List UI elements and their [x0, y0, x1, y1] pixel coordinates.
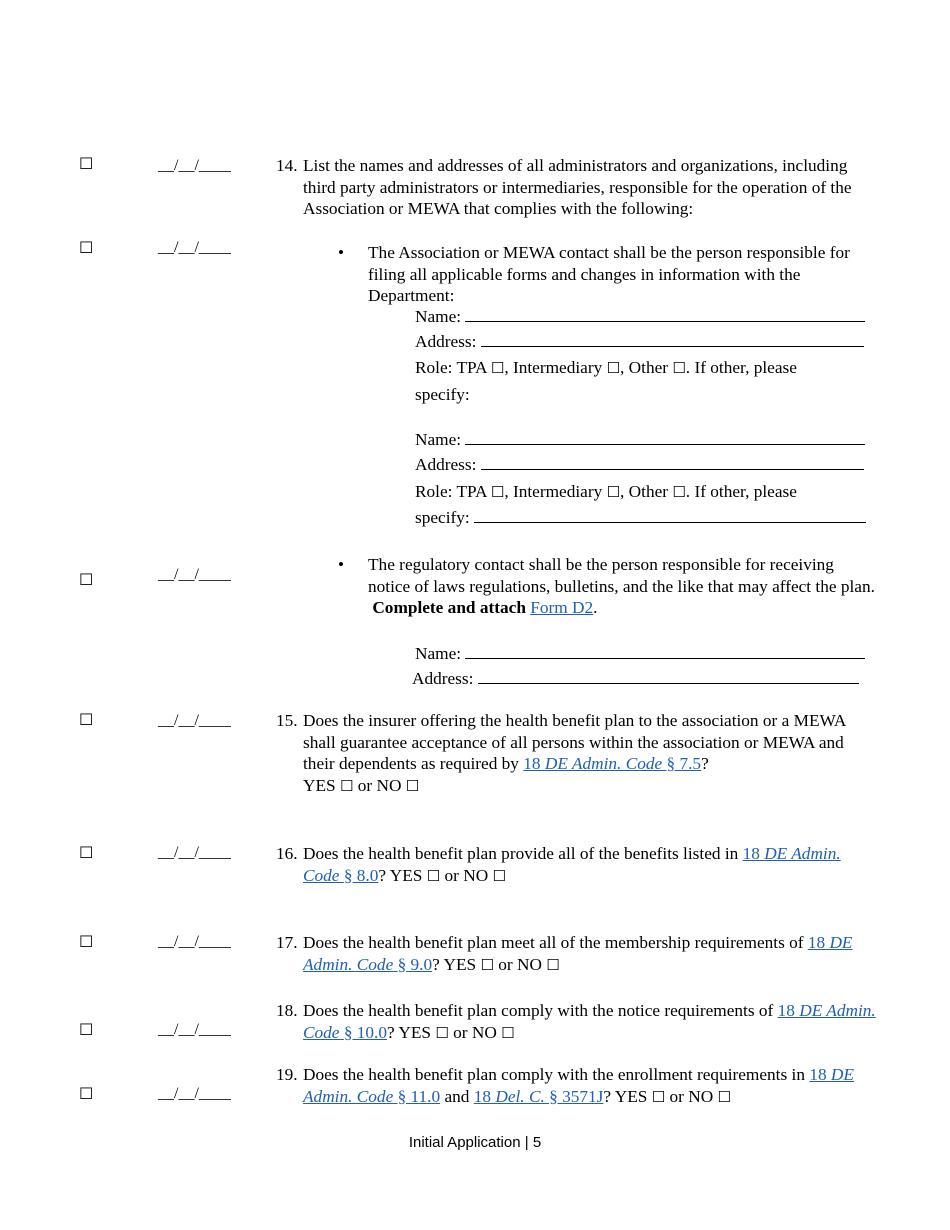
bullet-icon: • — [338, 555, 345, 574]
item-text: List the names and addresses of all administrators and organizations, including third party administrators or intermediaries, responsible for the operation of the Association or MEWA that complies with the following: — [303, 156, 852, 218]
address-field-3[interactable] — [412, 668, 877, 690]
yes-checkbox[interactable]: ☐ — [651, 1087, 666, 1106]
item-16-checkbox[interactable]: ☐ — [79, 843, 94, 862]
no-checkbox[interactable]: ☐ — [501, 1023, 515, 1042]
bullet-text: The regulatory contact shall be the person responsible for receiving notice of laws regulations, bulletins, and the like that may affect the plan. Complete and attach Form D2. — [368, 555, 875, 617]
other-checkbox[interactable]: ☐ — [672, 359, 686, 377]
name-label: Name: — [415, 307, 462, 326]
yes-checkbox[interactable]: ☐ — [426, 866, 441, 885]
name-label: Name: — [415, 644, 462, 663]
other-checkbox[interactable]: ☐ — [672, 483, 686, 501]
item-18-checkbox[interactable]: ☐ — [79, 1020, 94, 1039]
page-footer: Initial Application | 5 — [408, 1134, 542, 1151]
bullet-2 — [338, 554, 878, 619]
item-16-date[interactable]: __/__/____ — [158, 844, 231, 861]
code-7-5-link[interactable]: 18 DE Admin. Code § 7.5 — [523, 754, 702, 773]
no-checkbox[interactable]: ☐ — [405, 776, 420, 795]
bullet-text: The Association or MEWA contact shall be the person responsible for filing all applicable forms and changes in information with the Department: — [368, 243, 850, 305]
name-field-3[interactable] — [415, 643, 880, 665]
code-8-0-link[interactable]: 18 DE Admin. Code § 8.0 — [303, 844, 841, 885]
name-field-2[interactable] — [415, 429, 880, 451]
address-label: Address: — [412, 669, 474, 688]
item-18-date[interactable]: __/__/____ — [158, 1021, 231, 1038]
intermediary-checkbox[interactable]: ☐ — [606, 359, 621, 377]
item-text: Does the health benefit plan meet all of the membership requirements of 18 DE Admin. Code § 9.0? YES ☐ or NO ☐ — [303, 933, 853, 974]
no-checkbox[interactable]: ☐ — [546, 955, 560, 974]
name-field-1[interactable] — [415, 306, 880, 328]
tpa-checkbox[interactable]: ☐ — [490, 483, 505, 501]
item-18 — [276, 1000, 876, 1044]
item-19-date[interactable]: __/__/____ — [158, 1085, 231, 1102]
item-number: 15. — [276, 711, 298, 730]
tpa-checkbox[interactable]: ☐ — [490, 359, 505, 377]
item-number: 17. — [276, 933, 298, 952]
item-19 — [276, 1064, 876, 1108]
bullet-1-date[interactable]: __/__/____ — [158, 239, 231, 256]
item-text: Does the health benefit plan comply with the enrollment requirements in 18 DE Admin. Code § 11.0 and 18 Del. C. § 3571J? YES ☐ or NO ☐ — [303, 1065, 854, 1106]
footer-label: Initial Application — [408, 1134, 521, 1151]
address-label: Address: — [415, 332, 477, 351]
bullet-1 — [338, 242, 878, 307]
item-text: Does the health benefit plan provide all of the benefits listed in 18 DE Admin. Code § 8.0? YES ☐ or NO ☐ — [303, 844, 841, 885]
yes-checkbox[interactable]: ☐ — [339, 776, 354, 795]
item-15 — [276, 710, 876, 797]
item-text: Does the insurer offering the health benefit plan to the association or a MEWA shall guarantee acceptance of all persons within the association or MEWA and their dependents as required by 18 DE Admin. Code § 7.5? YES ☐ or NO ☐ — [303, 711, 846, 795]
code-11-0-link[interactable]: 18 DE Admin. Code § 11.0 — [303, 1065, 854, 1106]
specify-field-2[interactable] — [415, 507, 880, 529]
no-checkbox[interactable]: ☐ — [717, 1087, 731, 1106]
item-16 — [276, 843, 876, 887]
item-15-checkbox[interactable]: ☐ — [79, 710, 94, 729]
item-19-checkbox[interactable]: ☐ — [79, 1084, 94, 1103]
item-17 — [276, 932, 876, 976]
address-label: Address: — [415, 455, 477, 474]
address-field-2[interactable] — [415, 454, 880, 476]
code-10-0-link[interactable]: 18 DE Admin. Code § 10.0 — [303, 1001, 876, 1042]
specify-label: specify: — [415, 385, 470, 404]
role-field-1: Role: TPA ☐, Intermediary ☐, Other ☐. If other, please — [415, 358, 797, 377]
yes-checkbox[interactable]: ☐ — [435, 1023, 449, 1042]
no-checkbox[interactable]: ☐ — [492, 866, 506, 885]
item-17-checkbox[interactable]: ☐ — [79, 932, 94, 951]
code-9-0-link[interactable]: 18 DE Admin. Code § 9.0 — [303, 933, 853, 974]
item-number: 16. — [276, 844, 298, 863]
item-15-date[interactable]: __/__/____ — [158, 712, 231, 729]
bullet-2-checkbox[interactable]: ☐ — [79, 570, 94, 589]
address-field-1[interactable] — [415, 331, 880, 353]
name-label: Name: — [415, 430, 462, 449]
bullet-2-date[interactable]: __/__/____ — [158, 566, 231, 583]
item-number: 19. — [276, 1065, 298, 1084]
del-c-3571j-link[interactable]: 18 Del. C. § 3571J — [473, 1086, 604, 1106]
page-number: 5 — [532, 1134, 542, 1151]
intermediary-checkbox[interactable]: ☐ — [606, 483, 621, 501]
item-14-date[interactable]: __/__/____ — [158, 157, 231, 174]
item-number: 18. — [276, 1001, 298, 1020]
role-field-2: Role: TPA ☐, Intermediary ☐, Other ☐. If other, please — [415, 482, 797, 501]
bullet-1-checkbox[interactable]: ☐ — [79, 238, 94, 257]
item-number: 14. — [276, 156, 298, 175]
specify-field-1[interactable] — [415, 384, 880, 406]
bullet-icon: • — [338, 243, 345, 262]
yes-checkbox[interactable]: ☐ — [480, 955, 494, 974]
item-14 — [276, 155, 876, 220]
form-d2-link[interactable]: Form D2 — [530, 598, 594, 617]
item-17-date[interactable]: __/__/____ — [158, 933, 231, 950]
specify-label: specify: — [415, 508, 470, 527]
item-text: Does the health benefit plan comply with the notice requirements of 18 DE Admin. Code § 10.0? YES ☐ or NO ☐ — [303, 1001, 876, 1042]
item-14-checkbox[interactable]: ☐ — [79, 154, 94, 173]
